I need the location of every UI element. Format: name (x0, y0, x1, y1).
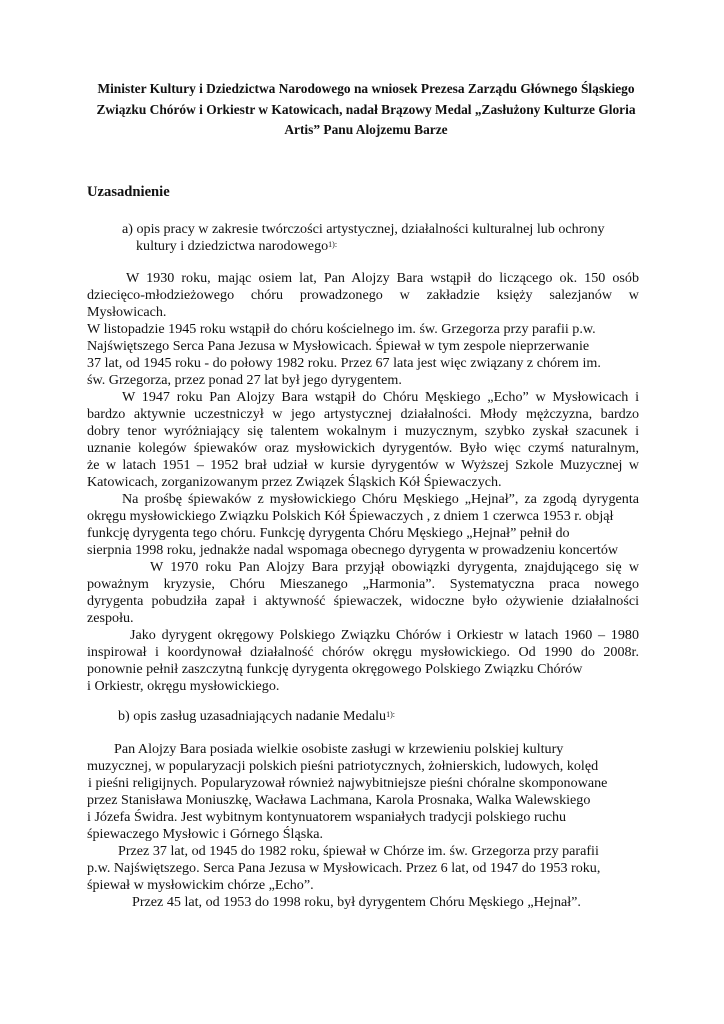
part-a-heading-cont (136, 238, 337, 255)
paragraph-line: Mysłowicach. (87, 304, 167, 320)
paragraph-line: i pieśni religijnych. Popularyzował również najwybitniejsze pieśni chóralne skomponowane (88, 775, 608, 791)
part-b-line: b) opis zasług uzasadniających nadanie Medalu (118, 708, 387, 724)
paragraph-line: śpiewaczego Mysłowic i Górnego Śląska. (87, 826, 324, 842)
paragraph-line: W listopadzie 1945 roku wstąpił do chóru kościelnego im. św. Grzegorza przy parafii p.w. (87, 321, 596, 337)
footnote-mark: 1): (386, 710, 395, 719)
paragraph-line: 37 lat, od 1945 roku - do połowy 1982 roku. Przez 67 lata jest więc związany z chórem im. (87, 355, 601, 371)
footnote-mark: 1): (328, 240, 338, 249)
paragraph-line: W 1930 roku, mając osiem lat, Pan Alojzy Bara wstąpił do liczącego ok. 150 osób (126, 270, 639, 286)
part-a-heading (122, 221, 605, 238)
paragraph-line: p.w. Najświętszego. Serca Pana Jezusa w Mysłowicach. Przez 6 lat, od 1947 do 1953 roku, (87, 860, 601, 876)
title-line: Minister Kultury i Dziedzictwa Narodowego na wniosek Prezesa Zarządu Głównego Śląskiego (97, 81, 635, 96)
paragraph-line: dyrygenta pobudziła zapał i aktywność śpiewaczek, widoczne było ożywienie działalności (87, 593, 639, 609)
paragraph-line: ponownie pełnił zaszczytną funkcję dyrygenta okręgowego Polskiego Związku Chórów (87, 661, 583, 677)
paragraph-line: dziecięco-młodzieżowego chóru prowadzonego w zakładzie księży salezjanów w (87, 287, 639, 303)
part-a-line2: kultury i dziedzictwa narodowego (136, 238, 329, 254)
paragraph-line: Pan Alojzy Bara posiada wielkie osobiste zasługi w krzewieniu polskiej kultury (114, 741, 564, 757)
paragraph-line: funkcję dyrygenta tego chóru. Funkcję dyrygenta Chóru Męskiego „Hejnał” pełnił do (87, 525, 570, 541)
part-b-heading (118, 708, 395, 725)
paragraph-line: sierpnia 1998 roku, jednakże nadal wspomaga obecnego dyrygenta w prowadzeniu koncertów (87, 542, 619, 558)
paragraph-line: św. Grzegorza, przez ponad 27 lat był jego dyrygentem. (87, 372, 402, 388)
paragraph-line: śpiewał w mysłowickim chórze „Echo”. (87, 877, 314, 893)
paragraph-line: poważnym kryzysie, Chóru Mieszanego „Harmonia”. Systematyczna praca nowego (87, 576, 639, 592)
paragraph-line: i Józefa Świdra. Jest wybitnym kontynuatorem wspaniałych tradycji polskiego ruchu (87, 809, 567, 825)
paragraph-line: W 1947 roku Pan Alojzy Bara wstąpił do Chóru Męskiego „Echo” w Mysłowicach i (122, 389, 639, 405)
paragraph-line: muzycznej, w popularyzacji polskich pieśni patriotycznych, żołnierskich, ludowych, kolęd (87, 758, 599, 774)
paragraph-line: W 1970 roku Pan Alojzy Bara przyjął obowiązki dyrygenta, znajdującego się w (150, 559, 639, 575)
paragraph-line: Przez 45 lat, od 1953 do 1998 roku, był dyrygentem Chóru Męskiego „Hejnał”. (132, 894, 581, 910)
paragraph-line: Na prośbę śpiewaków z mysłowickiego Chóru Męskiego „Hejnał”, za zgodą dyrygenta (122, 491, 639, 507)
paragraph-line: zespołu. (87, 610, 134, 626)
title-line: Artis” Panu Alojzemu Barze (284, 122, 448, 137)
paragraph-line: Jako dyrygent okręgowy Polskiego Związku Chórów i Orkiestr w latach 1960 – 1980 (130, 627, 639, 643)
paragraph-line: Najświętszego Serca Pana Jezusa w Mysłowicach. Śpiewał w tym zespole nieprzerwanie (87, 338, 590, 354)
document-title (84, 79, 648, 141)
part-a-line1: a) opis pracy w zakresie twórczości artystycznej, działalności kulturalnej lub ochrony (122, 221, 605, 237)
paragraph-line: bardzo aktywnie uczestniczył w jego artystycznej działalności. Młody mężczyzna, bardzo (87, 406, 639, 422)
paragraph-line: przez Stanisława Moniuszkę, Wacława Lachmana, Karola Prosnaka, Walka Walewskiego (87, 792, 591, 808)
paragraph-line: Katowicach, zorganizowanym przez Związek Śląskich Kół Śpiewaczych. (87, 474, 502, 490)
paragraph-line: że w latach 1951 – 1952 brał udział w kursie dyrygentów w Wyższej Szkole Muzycznej w (87, 457, 639, 473)
paragraph-line: Przez 37 lat, od 1945 do 1982 roku, śpiewał w Chórze im. św. Grzegorza przy parafii (118, 843, 599, 859)
paragraph-line: okręgu mysłowickiego Związku Polskich Kół Śpiewaczych , z dniem 1 czerwca 1953 r. objął (87, 508, 614, 524)
section-heading: Uzasadnienie (87, 184, 170, 200)
title-line: Związku Chórów i Orkiestr w Katowicach, nadał Brązowy Medal „Zasłużony Kulturze Gloria (96, 101, 636, 117)
paragraph-line: dobry tenor wyróżniający się talentem wokalnym i muzycznym, szybko zyskał szacunek i (87, 423, 639, 439)
paragraph-line: uznanie kolegów śpiewaków oraz mysłowickich dyrygentów. Było więc czymś naturalnym, (87, 440, 639, 456)
paragraph-line: i Orkiestr, okręgu mysłowickiego. (87, 678, 280, 694)
paragraph-line: inspirował i koordynował działalność chórów okręgu mysłowickiego. Od 1990 do 2008r. (87, 644, 639, 660)
